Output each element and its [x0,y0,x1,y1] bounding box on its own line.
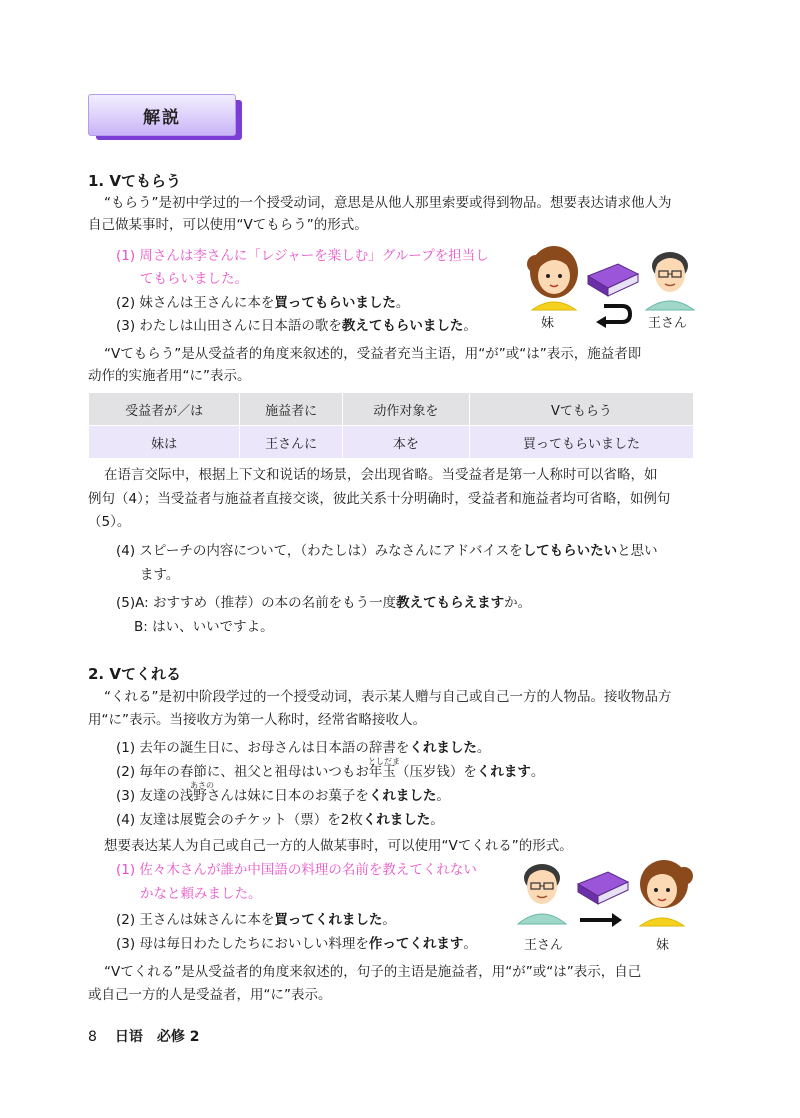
s1-example-4 [116,541,658,561]
s1-intro-2: 自己做某事时，可以使用“Vてもらう”的形式。 [88,217,368,233]
book-icon [588,264,638,296]
s2-ex1-pre: (1) 去年の誕生日に、お母さんは日本語の辞書を [116,740,410,756]
s2-ex2-post: 。 [530,764,545,780]
s2-image-right-label: 妹 [656,938,670,953]
s2-ex4-verb: くれました [362,812,431,828]
girl-figure [527,246,578,310]
s2-ex7-verb: 作ってくれます [368,936,464,952]
s2-ex1-verb: くれました [409,740,477,756]
s2-ex2-ruby: としだま [368,757,400,766]
s1-example-3 [116,316,477,336]
s2-example-5a: (1) 佐々木さんが誰か中国語の料理の名前を教えてくれない [116,862,477,878]
s2-ex3-post: 。 [436,788,450,804]
s1-image-right-label: 王さん [648,316,688,331]
section-title: 解説 [143,107,181,128]
table-header-cell: 动作对象を [342,393,469,426]
s2-example-2 [116,762,544,782]
section-title-badge [88,94,236,136]
table-header-cell: Vてもらう [469,393,693,426]
s1-ex5a-post: か。 [504,595,532,611]
s1-note-3: （5）。 [88,514,131,530]
s2-intro-1: “くれる”是初中阶段学过的一个授受动词，表示某人赠与自己或自己一方的人物品。接收物品方 [104,689,672,705]
s1-example-5b: B: はい、いいですよ。 [134,619,274,635]
s2-explain-2: 或自己一方的人是受益者，用“に”表示。 [88,987,332,1003]
s2-image-left-label: 王さん [524,938,564,953]
s1-explain-1: “Vてもらう”是从受益者的角度来叙述的，受益者充当主语，用“が”或“は”表示，施益者即 [104,346,642,362]
s2-ex2-verb: くれます [476,764,531,780]
s2-example-1 [116,738,490,758]
s2-example-6 [116,910,396,930]
s1-example-1b: てもらいました。 [140,271,248,287]
page-number: 8 [88,1029,97,1045]
s2-explain-1: “Vてくれる”是从受益者的角度来叙述的，句子的主语是施益者，用“が”或“は”表示，自己 [104,964,642,980]
table-cell: 買ってもらいました [469,426,693,459]
s1-image-left-label: 妹 [541,316,555,331]
s2-intro-2: 用“に”表示。当接收方为第一人称时，经常省略接收人。 [88,712,426,728]
s1-note-2: 例句（4）；当受益者与施益者直接交谈，彼此关系十分明确时，受益者和施益者均可省略，如例句 [88,491,671,507]
s2-ex7-pre: (3) 母は毎日わたしたちにおいしい料理を [116,936,369,952]
s1-ex2-verb: 買ってもらいました [274,295,396,311]
man-figure [518,864,566,924]
table-row [89,426,694,459]
s1-note-1: 在语言交际中，根据上下文和说话的场景，会出现省略。当受益者是第一人称时可以省略，如 [104,467,658,483]
table-cell: 王さんに [240,426,343,459]
s2-ex6-post: 。 [382,912,396,928]
s1-intro-1: “もらう”是初中学过的一个授受动词，意思是从他人那里索要或得到物品。想要表达请求他人为 [104,195,672,211]
page-footer [88,1026,200,1046]
man-figure [646,252,694,310]
s1-ex3-verb: 教えてもらいました [341,318,464,334]
s2-example-7 [116,934,477,954]
s1-example-4-cont: ます。 [140,567,180,583]
s2-example-4 [116,810,444,830]
s1-example-1a: (1) 周さんは李さんに「レジャーを楽しむ」グループを担当し [116,248,489,264]
s1-ex3-post: 。 [463,318,477,334]
section2-heading: 2. Vてくれる [88,665,181,683]
s1-ex5a-pre: (5)A: おすすめ（推荐）の本の名前をもう一度 [116,595,397,611]
grammar-table [88,392,694,459]
table-cell: 妹は [89,426,240,459]
s2-ex4-post: 。 [430,812,444,828]
table-cell: 本を [342,426,469,459]
s1-ex5a-verb: 教えてもらえます [396,595,505,611]
book-title: 日语 必修 2 [114,1029,200,1045]
arrow-return-icon [602,306,630,322]
s1-example-5a [116,593,531,613]
s1-ex2-pre: (2) 妹さんは王さんに本を [116,295,275,311]
girl-figure [640,860,693,926]
s2-ex4-pre: (4) 友達は展覧会のチケット（票）を2枚 [116,812,363,828]
s2-ex7-post: 。 [463,936,477,952]
s2-ex3-ruby: あさの [190,781,214,790]
s2-example-5b: かなと頼みました。 [140,886,262,902]
s1-ex3-pre: (3) わたしは山田さんに日本語の歌を [116,318,342,334]
s1-explain-2: 动作的实施者用“に”表示。 [88,368,251,384]
s1-ex4-pre: (4) スピーチの内容について，（わたしは）みなさんにアドバイスを [116,543,523,559]
s2-ex3-verb: くれました [368,788,437,804]
s2-ex2-pre: (2) 毎年の春節に、祖父と祖母はいつもお年玉（压岁钱）を [116,764,477,780]
s1-example-2 [116,293,409,313]
table-header-cell: 施益者に [240,393,343,426]
s2-ex6-verb: 買ってくれました [274,912,383,928]
s2-lead: 想要表达某人为自己或自己一方的人做某事时，可以使用“Vてくれる”的形式。 [104,838,573,854]
s1-ex4-verb: してもらいたい [522,543,618,559]
s1-ex4-post: と思い [617,543,658,559]
section1-heading: 1. Vてもらう [88,172,181,190]
s2-example-3 [116,786,450,806]
book-icon [578,872,628,904]
illustration-give-book [516,858,696,938]
table-header-cell: 受益者が／は [89,393,240,426]
s1-ex2-post: 。 [395,295,410,311]
s2-ex6-pre: (2) 王さんは妹さんに本を [116,912,275,928]
s2-ex3-pre: (3) 友達の浅野さんは妹に日本のお菓子を [116,788,369,804]
s2-ex1-post: 。 [476,740,491,756]
table-header-row [89,393,694,426]
